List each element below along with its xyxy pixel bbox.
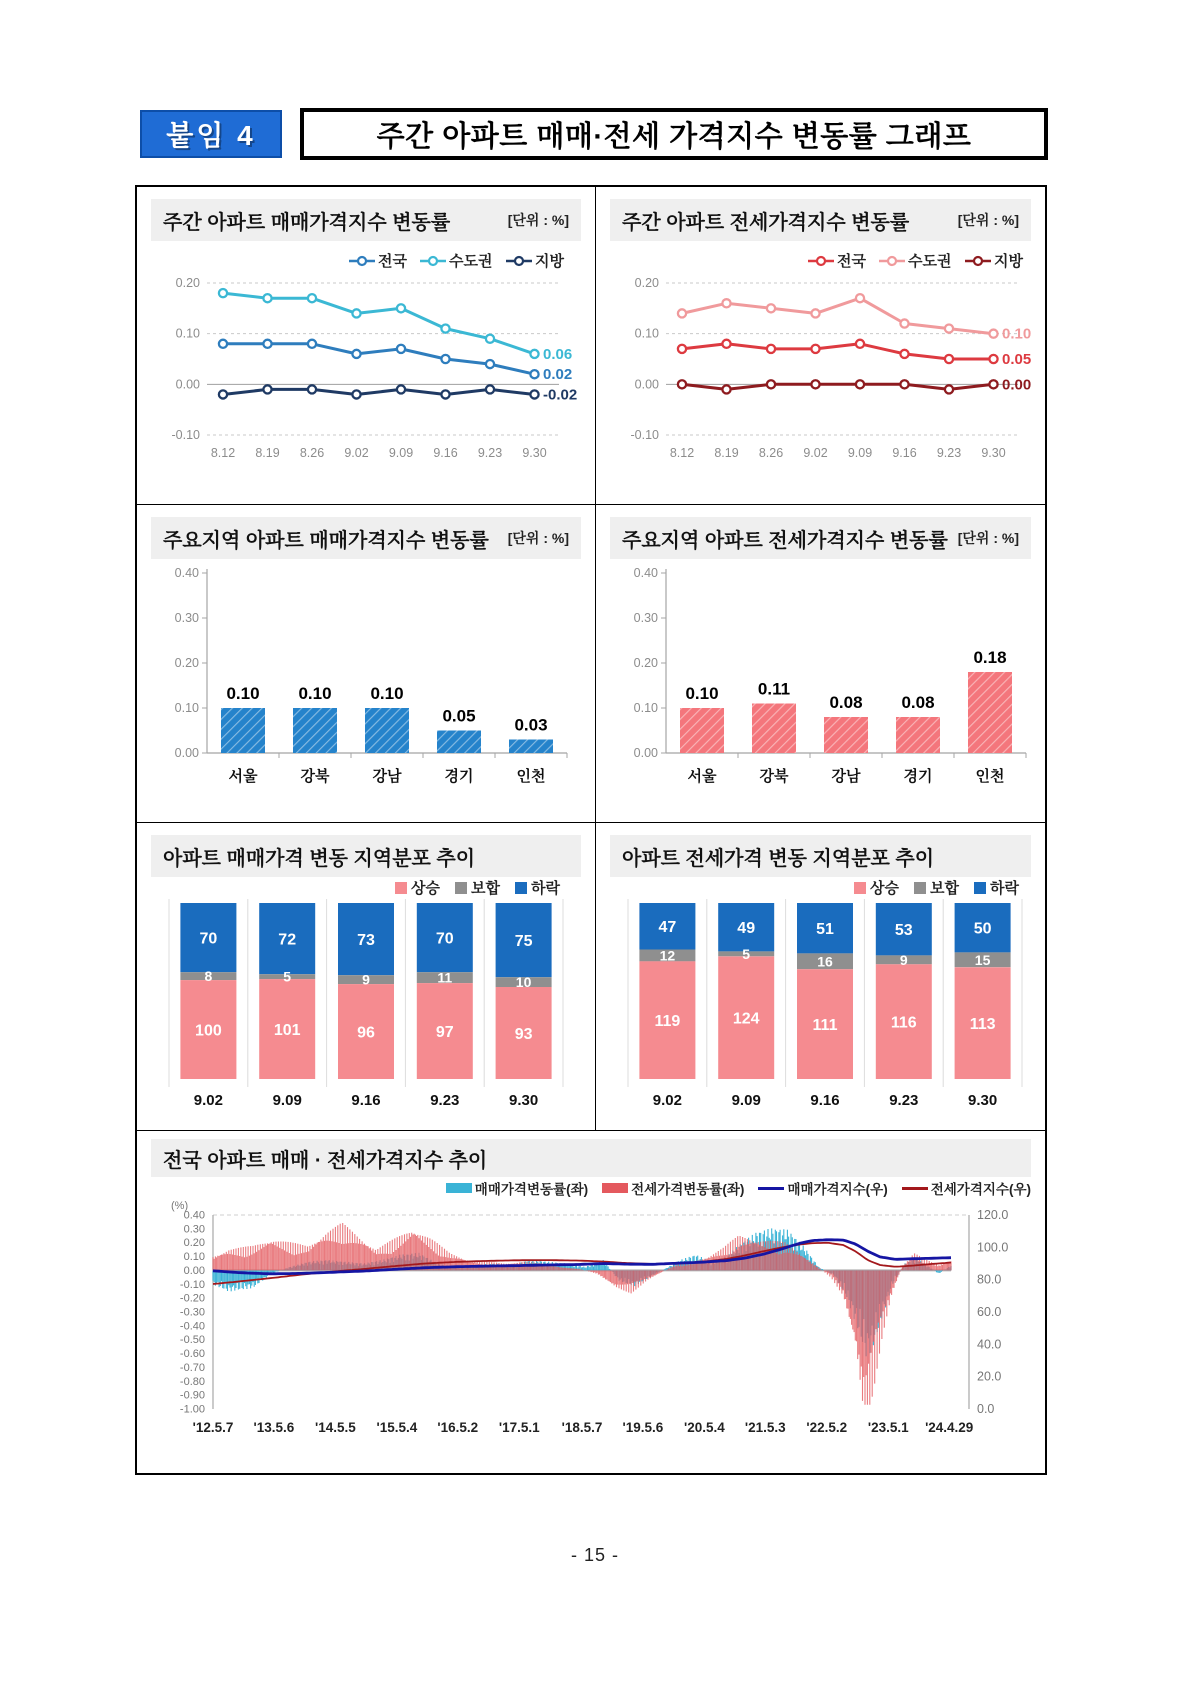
panel-national-trend: [137, 1131, 1045, 1473]
svg-text:9.23: 9.23: [936, 446, 962, 460]
svg-text:-0.30: -0.30: [179, 1306, 205, 1319]
svg-text:0.10: 0.10: [634, 326, 659, 341]
svg-text:0.30: 0.30: [633, 611, 658, 625]
svg-text:0.18: 0.18: [973, 648, 1007, 667]
svg-text:'22.5.2: '22.5.2: [806, 1420, 848, 1435]
dist-sale-stacked-chart: [151, 879, 581, 1122]
svg-text:0.10: 0.10: [633, 701, 658, 715]
svg-text:9.16: 9.16: [810, 1092, 840, 1109]
svg-text:'24.4.29: '24.4.29: [925, 1420, 974, 1435]
svg-text:0.40: 0.40: [174, 566, 199, 580]
unit-label: [단위 : %]: [957, 530, 1019, 546]
panel-title: 주간 아파트 매매가격지수 변동률: [163, 211, 451, 234]
svg-text:5: 5: [283, 968, 292, 985]
svg-text:강북: 강북: [300, 768, 330, 785]
svg-text:70: 70: [199, 930, 218, 948]
svg-text:0.10: 0.10: [174, 701, 199, 715]
unit-label: [단위 : %]: [507, 530, 569, 546]
svg-text:0.08: 0.08: [829, 693, 863, 712]
svg-text:0.05: 0.05: [442, 706, 476, 726]
svg-text:'17.5.1: '17.5.1: [498, 1420, 540, 1435]
svg-text:8.26: 8.26: [758, 446, 784, 460]
panel-title: 아파트 매매가격 변동 지역분포 추이: [163, 847, 476, 870]
svg-text:0.05: 0.05: [1002, 351, 1032, 368]
svg-text:0.11: 0.11: [757, 679, 791, 699]
svg-text:111: 111: [812, 1017, 838, 1035]
legend-swatch: [602, 1183, 628, 1193]
svg-text:'20.5.4: '20.5.4: [684, 1420, 725, 1435]
svg-text:0.40: 0.40: [633, 566, 658, 580]
svg-text:보합: 보합: [930, 880, 959, 897]
svg-text:하락: 하락: [990, 880, 1019, 897]
svg-text:9.23: 9.23: [430, 1092, 460, 1109]
legend-label: 전세가격지수(우): [930, 1182, 1031, 1197]
svg-text:53: 53: [894, 922, 913, 940]
svg-text:0.20: 0.20: [633, 656, 658, 670]
svg-text:-0.10: -0.10: [171, 428, 200, 442]
region-sale-bar-chart: [151, 561, 581, 814]
svg-text:20.0: 20.0: [977, 1369, 1002, 1384]
svg-text:-0.40: -0.40: [179, 1320, 205, 1333]
svg-text:'19.5.6: '19.5.6: [622, 1420, 664, 1435]
svg-text:9.09: 9.09: [731, 1092, 761, 1109]
svg-text:인천: 인천: [516, 768, 546, 785]
svg-text:지방: 지방: [994, 253, 1023, 270]
panel-weekly-jeonse-change: [596, 187, 1045, 505]
svg-text:120.0: 120.0: [977, 1208, 1009, 1222]
svg-text:9.09: 9.09: [388, 446, 414, 460]
svg-text:50: 50: [973, 920, 992, 938]
svg-text:75: 75: [514, 933, 533, 951]
panel-region-jeonse-change: [596, 505, 1045, 823]
page-title: 주간 아파트 매매·전세 가격지수 변동률 그래프: [300, 108, 1048, 160]
svg-text:전국: 전국: [378, 253, 407, 270]
svg-text:0.0: 0.0: [977, 1402, 995, 1416]
svg-text:0.00: 0.00: [633, 746, 658, 760]
svg-text:16: 16: [817, 953, 833, 970]
svg-text:전국: 전국: [837, 253, 866, 270]
svg-text:93: 93: [514, 1026, 533, 1043]
unit-label: [단위 : %]: [957, 212, 1019, 228]
svg-text:-1.00: -1.00: [179, 1403, 205, 1416]
svg-text:0.10: 0.10: [1002, 325, 1032, 343]
panel-title-bar: [610, 517, 1031, 559]
svg-text:수도권: 수도권: [449, 253, 493, 270]
svg-text:서울: 서울: [228, 768, 258, 785]
svg-text:0.06: 0.06: [543, 345, 573, 363]
svg-text:0.10: 0.10: [685, 684, 719, 703]
weekly-sale-line-chart: [151, 243, 581, 496]
panel-title-bar: [151, 1139, 1031, 1177]
svg-text:'23.5.1: '23.5.1: [867, 1420, 909, 1435]
svg-text:0.00: 0.00: [1002, 376, 1032, 394]
svg-text:113: 113: [969, 1016, 996, 1034]
svg-text:인천: 인천: [975, 768, 1005, 785]
legend-label: 전세가격변동률(좌): [631, 1182, 745, 1197]
combo-chart-legend: [151, 1179, 1031, 1197]
svg-text:96: 96: [357, 1024, 375, 1042]
svg-text:101: 101: [273, 1022, 301, 1040]
panel-title-bar: [610, 835, 1031, 877]
svg-text:'13.5.6: '13.5.6: [253, 1420, 295, 1435]
attachment-badge: 붙임 4: [140, 110, 282, 158]
svg-text:9: 9: [899, 951, 908, 968]
svg-text:49: 49: [737, 920, 756, 938]
svg-text:(%): (%): [171, 1200, 189, 1212]
svg-text:9.16: 9.16: [433, 446, 458, 460]
svg-text:0.30: 0.30: [174, 611, 199, 625]
svg-text:강남: 강남: [372, 768, 402, 785]
svg-text:10: 10: [515, 974, 532, 991]
panel-title-bar: [151, 517, 581, 559]
svg-text:-0.10: -0.10: [630, 428, 659, 442]
svg-text:하락: 하락: [531, 880, 560, 897]
panel-dist-sale: [137, 823, 596, 1131]
panel-title: 주요지역 아파트 매매가격지수 변동률: [163, 529, 489, 552]
svg-text:상승: 상승: [411, 880, 440, 897]
legend-swatch: [902, 1187, 928, 1190]
national-trend-combo-chart: [151, 1199, 1031, 1470]
svg-text:40.0: 40.0: [977, 1337, 1002, 1352]
svg-text:116: 116: [890, 1014, 917, 1032]
legend-item: [602, 1178, 744, 1198]
svg-text:70: 70: [435, 930, 454, 948]
panel-title: 주간 아파트 전세가격지수 변동률: [622, 211, 910, 234]
panel-dist-jeonse: [596, 823, 1045, 1131]
svg-text:11: 11: [437, 969, 453, 986]
legend-swatch: [446, 1183, 472, 1193]
svg-text:0.00: 0.00: [634, 377, 659, 392]
svg-text:9.30: 9.30: [508, 1092, 539, 1109]
svg-text:60.0: 60.0: [977, 1305, 1002, 1319]
svg-text:'14.5.5: '14.5.5: [315, 1420, 356, 1435]
svg-text:8.19: 8.19: [255, 446, 280, 460]
svg-text:0.03: 0.03: [514, 715, 548, 735]
svg-text:'18.5.7: '18.5.7: [561, 1420, 603, 1435]
svg-text:73: 73: [357, 932, 375, 950]
svg-text:-0.60: -0.60: [179, 1348, 205, 1361]
svg-text:서울: 서울: [687, 768, 717, 785]
legend-item: [758, 1178, 887, 1198]
svg-text:0.20: 0.20: [175, 276, 200, 290]
svg-text:9.02: 9.02: [344, 446, 369, 460]
svg-text:-0.70: -0.70: [179, 1361, 205, 1374]
svg-text:12: 12: [659, 947, 676, 964]
svg-text:보합: 보합: [471, 880, 500, 897]
svg-text:119: 119: [654, 1013, 681, 1031]
svg-text:0.10: 0.10: [175, 326, 200, 341]
svg-text:-0.90: -0.90: [179, 1389, 205, 1402]
svg-text:9.30: 9.30: [522, 446, 547, 460]
charts-table: [135, 185, 1047, 1475]
svg-text:경기: 경기: [903, 768, 933, 785]
svg-text:9.16: 9.16: [892, 446, 917, 460]
svg-text:0.10: 0.10: [183, 1251, 205, 1264]
svg-text:0.20: 0.20: [634, 276, 659, 290]
svg-text:8.19: 8.19: [714, 446, 739, 460]
svg-text:80.0: 80.0: [977, 1272, 1002, 1287]
panel-title-bar: [151, 835, 581, 877]
svg-text:9.02: 9.02: [803, 446, 828, 460]
svg-text:0.20: 0.20: [183, 1237, 205, 1250]
region-jeonse-bar-chart: [610, 561, 1031, 814]
panel-weekly-sale-change: [137, 187, 596, 505]
svg-text:9.02: 9.02: [193, 1092, 224, 1109]
svg-text:-0.10: -0.10: [179, 1278, 205, 1291]
svg-text:'16.5.2: '16.5.2: [437, 1420, 479, 1435]
svg-text:'15.5.4: '15.5.4: [376, 1420, 418, 1435]
svg-text:0.40: 0.40: [183, 1209, 205, 1222]
weekly-jeonse-line-chart: [610, 243, 1031, 496]
dist-jeonse-stacked-chart: [610, 879, 1031, 1122]
panel-title: 주요지역 아파트 전세가격지수 변동률: [622, 529, 948, 552]
svg-text:0.10: 0.10: [298, 684, 332, 703]
svg-text:0.30: 0.30: [183, 1223, 205, 1236]
legend-swatch: [758, 1187, 784, 1190]
svg-text:0.00: 0.00: [174, 746, 199, 760]
svg-text:9.09: 9.09: [847, 446, 873, 460]
svg-text:-0.80: -0.80: [179, 1375, 205, 1388]
svg-text:9.02: 9.02: [652, 1092, 683, 1109]
svg-text:8.26: 8.26: [299, 446, 325, 460]
svg-text:강북: 강북: [759, 768, 789, 785]
svg-text:72: 72: [278, 931, 297, 949]
svg-text:9.30: 9.30: [967, 1092, 998, 1109]
svg-text:0.10: 0.10: [370, 684, 404, 703]
panel-title: 아파트 전세가격 변동 지역분포 추이: [622, 847, 935, 870]
legend-item: [446, 1178, 588, 1198]
svg-text:경기: 경기: [444, 768, 474, 785]
svg-text:9.30: 9.30: [981, 446, 1006, 460]
svg-text:0.02: 0.02: [543, 366, 573, 384]
svg-text:100: 100: [195, 1022, 222, 1040]
svg-text:9.23: 9.23: [477, 446, 503, 460]
svg-text:51: 51: [816, 921, 834, 939]
svg-text:9.09: 9.09: [272, 1092, 302, 1109]
svg-text:0.00: 0.00: [183, 1264, 205, 1277]
legend-label: 매매가격지수(우): [787, 1182, 888, 1197]
svg-text:5: 5: [742, 945, 751, 962]
svg-text:8: 8: [204, 968, 213, 985]
svg-text:'21.5.3: '21.5.3: [744, 1420, 786, 1435]
svg-text:9.16: 9.16: [351, 1092, 381, 1109]
svg-text:'12.5.7: '12.5.7: [192, 1420, 234, 1435]
panel-title: 전국 아파트 매매 · 전세가격지수 추이: [163, 1149, 488, 1172]
page-number: - 15 -: [570, 1545, 619, 1565]
svg-text:0.10: 0.10: [226, 684, 260, 703]
svg-text:9: 9: [362, 971, 370, 988]
svg-text:15: 15: [974, 951, 991, 968]
unit-label: [단위 : %]: [507, 212, 569, 228]
panel-title-bar: [610, 199, 1031, 241]
svg-text:수도권: 수도권: [908, 253, 952, 270]
svg-text:-0.20: -0.20: [179, 1292, 205, 1305]
svg-text:8.12: 8.12: [669, 446, 695, 460]
svg-text:8.12: 8.12: [210, 446, 236, 460]
svg-text:124: 124: [732, 1010, 760, 1028]
svg-text:0.20: 0.20: [174, 656, 199, 670]
svg-text:9.23: 9.23: [889, 1092, 919, 1109]
svg-text:97: 97: [435, 1024, 454, 1041]
svg-text:상승: 상승: [870, 880, 899, 897]
svg-text:100.0: 100.0: [977, 1240, 1009, 1255]
panel-title-bar: [151, 199, 581, 241]
svg-text:강남: 강남: [831, 768, 861, 785]
panel-region-sale-change: [137, 505, 596, 823]
legend-item: [902, 1178, 1031, 1198]
svg-text:-0.02: -0.02: [543, 386, 578, 404]
legend-label: 매매가격변동률(좌): [474, 1182, 589, 1197]
svg-text:지방: 지방: [535, 253, 564, 270]
svg-text:0.00: 0.00: [175, 377, 200, 392]
svg-text:0.08: 0.08: [901, 693, 935, 712]
svg-text:-0.50: -0.50: [179, 1334, 205, 1347]
svg-text:47: 47: [658, 919, 677, 937]
